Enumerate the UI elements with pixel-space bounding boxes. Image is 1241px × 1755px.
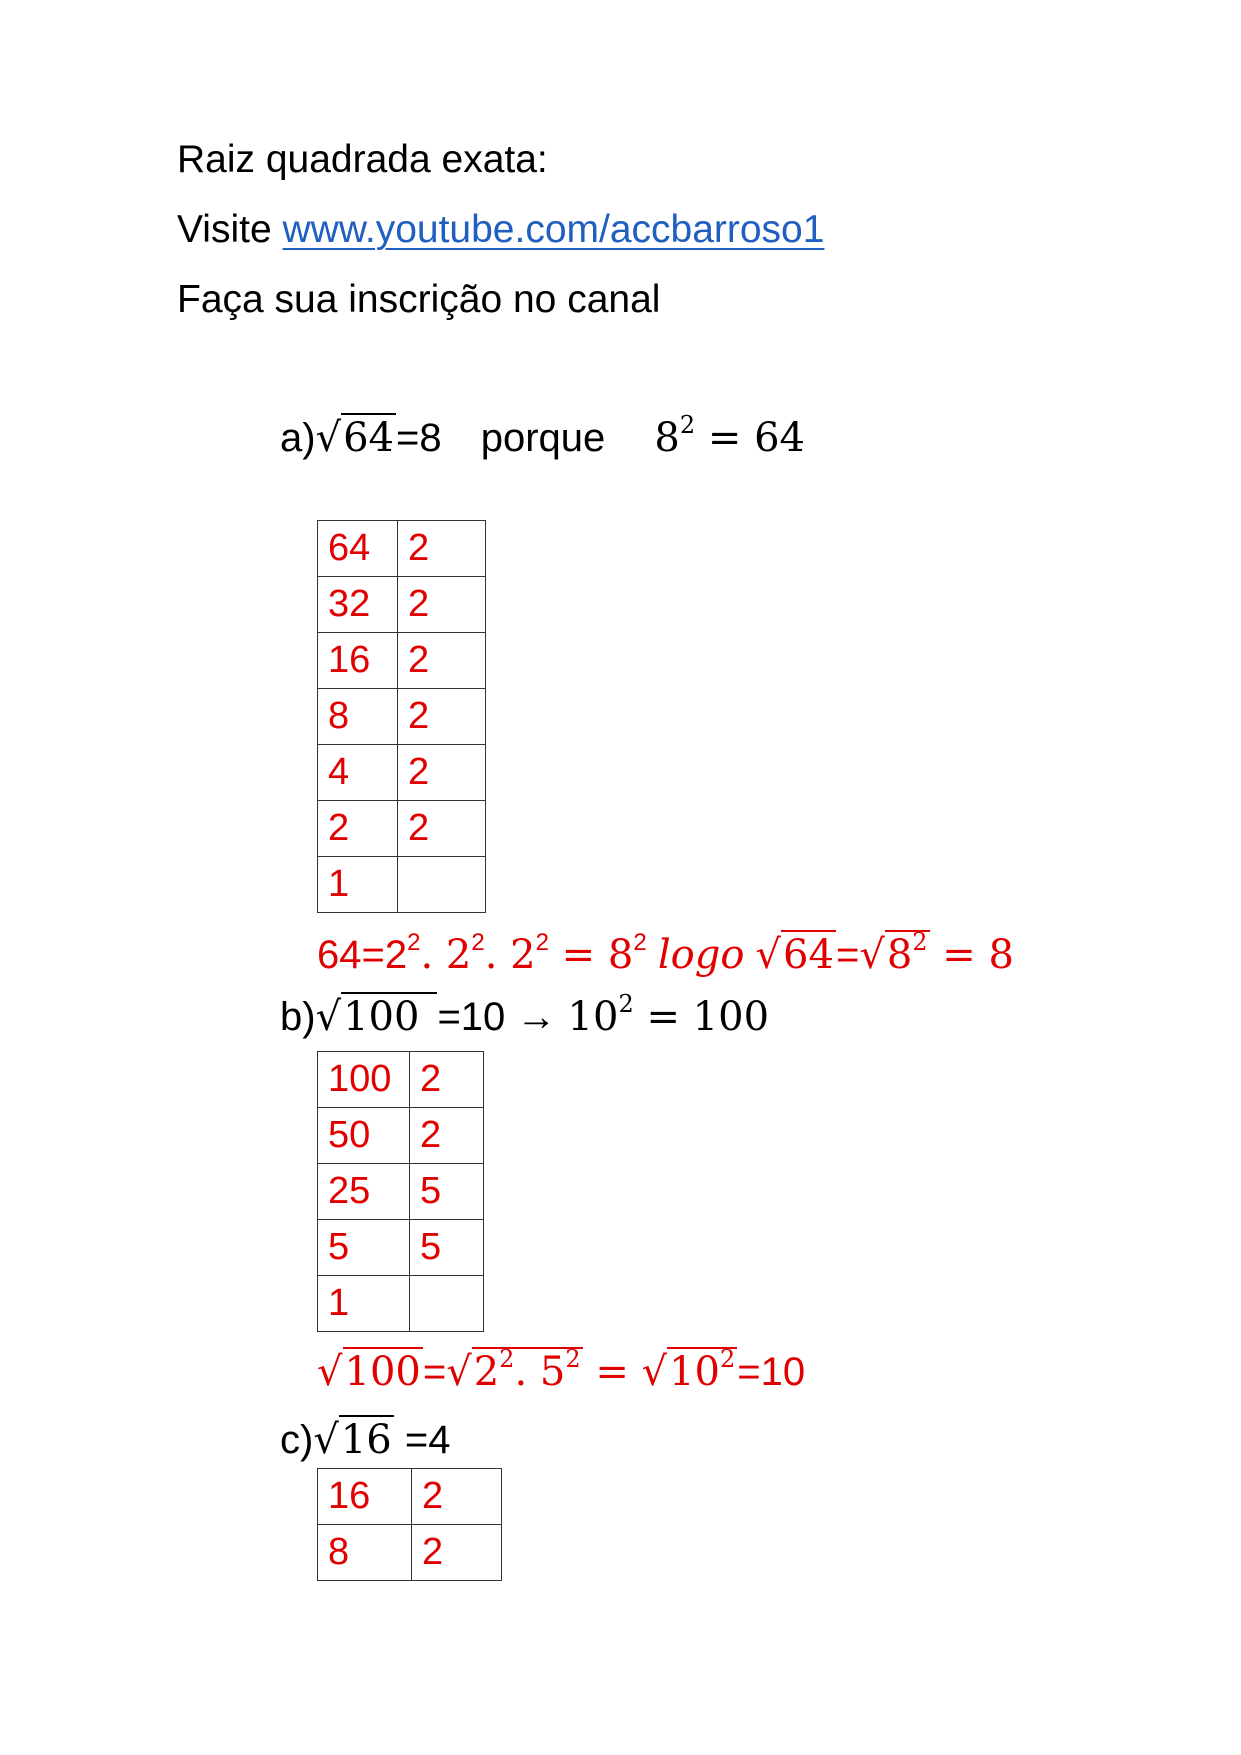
problem-a-result: =8 [395, 416, 442, 460]
conclusion-b-sqrt3: $√10^2$ [641, 1345, 736, 1395]
table-row [318, 1052, 484, 1108]
conclusion-a-eq: = 8 [548, 932, 634, 978]
divisor-cell: 2 [398, 801, 486, 857]
divisor-cell: 2 [398, 633, 486, 689]
conclusion-a-exp1: 2 [407, 929, 421, 956]
conclusion-b-sqrt1: √100 [317, 1349, 421, 1395]
check-b-rhs: = 100 [646, 994, 770, 1040]
problem-a-label: a) [280, 416, 316, 460]
divisor-cell: 2 [412, 1469, 502, 1525]
sqrt-64: √64 [315, 415, 394, 461]
conclusion-b-rad2-dot: . 5 [514, 1349, 566, 1395]
conclusion-a-sqrt1: √64 [755, 932, 834, 978]
problem-c-statement [280, 1417, 451, 1463]
conclusion-a-rad2-exp: 2 [912, 928, 928, 956]
radicand-64: 64 [343, 415, 394, 461]
problem-a-statement [280, 411, 805, 461]
factor-table-b [317, 1051, 484, 1332]
dividend-cell: 100 [318, 1052, 410, 1108]
conclusion-a-rad2-base: 8 [886, 932, 913, 978]
conclusion-b-eq2: = [582, 1349, 642, 1395]
divisor-cell: 2 [398, 745, 486, 801]
table-row [318, 633, 486, 689]
problem-a-reason: porque [480, 416, 606, 460]
factor-table-c [317, 1468, 502, 1581]
dividend-cell: 1 [318, 1276, 410, 1332]
arrow-icon: → [516, 995, 557, 1039]
problem-b-result: =10 [437, 995, 506, 1039]
conclusion-b-sqrt2: $√2^2$. $5^2$ [446, 1345, 581, 1395]
check-a-rhs: = 64 [707, 415, 805, 461]
factor-table-a [317, 520, 486, 913]
dividend-cell: 5 [318, 1220, 410, 1276]
conclusion-a-dot1: . 2 [420, 932, 472, 978]
dividend-cell: 25 [318, 1164, 410, 1220]
dividend-cell: 8 [318, 1525, 412, 1581]
problem-b-check [567, 990, 770, 1040]
youtube-link[interactable]: www.youtube.com/accbarroso1 [282, 208, 825, 251]
table-row [318, 521, 486, 577]
conclusion-a-exp2: 2 [471, 929, 485, 956]
conclusion-a-dot2: . 2 [484, 932, 536, 978]
divisor-cell [410, 1276, 484, 1332]
table-row [318, 1276, 484, 1332]
problem-b-label: b) [280, 995, 316, 1039]
table-row [318, 1469, 502, 1525]
conclusion-b-exp1: 2 [499, 1345, 515, 1373]
problem-b-statement [280, 990, 770, 1040]
problem-b-conclusion [317, 1345, 806, 1395]
visit-label: Visite [177, 208, 272, 251]
divisor-cell: 2 [398, 577, 486, 633]
problem-a-conclusion [317, 928, 1014, 978]
divisor-cell [398, 857, 486, 913]
check-a-exp: 2 [679, 411, 696, 439]
dividend-cell: 1 [318, 857, 398, 913]
table-row [318, 857, 486, 913]
conclusion-b-exp2: 2 [565, 1345, 581, 1373]
problem-c-result: =4 [404, 1418, 451, 1462]
conclusion-a-exp4: 2 [633, 929, 647, 956]
visit-line [177, 210, 824, 249]
conclusion-a-rad1: 64 [783, 932, 834, 978]
conclusion-b-rad2-a: 2 [473, 1349, 500, 1395]
table-row [318, 1525, 502, 1581]
dividend-cell: 64 [318, 521, 398, 577]
subscribe-line: Faça sua inscrição no canal [177, 278, 661, 321]
conclusion-b-final: =10 [737, 1350, 806, 1394]
check-b-base: 10 [567, 994, 619, 1040]
divisor-cell: 2 [412, 1525, 502, 1581]
conclusion-a-final: = 8 [929, 932, 1014, 978]
conclusion-b-rad3-base: 10 [669, 1349, 720, 1395]
divisor-cell: 5 [410, 1220, 484, 1276]
dividend-cell: 2 [318, 801, 398, 857]
table-row [318, 745, 486, 801]
sqrt-16: √16 [313, 1417, 392, 1463]
dividend-cell: 16 [318, 1469, 412, 1525]
sqrt-100: √100 [316, 997, 438, 1037]
table-row [318, 689, 486, 745]
conclusion-a-exp3: 2 [535, 929, 549, 956]
divisor-cell: 2 [398, 521, 486, 577]
table-row [318, 801, 486, 857]
divisor-cell: 2 [398, 689, 486, 745]
check-a-base: 8 [654, 415, 680, 461]
problem-c-label: c) [280, 1418, 314, 1462]
table-row [318, 1108, 484, 1164]
dividend-cell: 16 [318, 633, 398, 689]
divisor-cell: 2 [410, 1108, 484, 1164]
divisor-cell: 5 [410, 1164, 484, 1220]
divisor-cell: 2 [410, 1052, 484, 1108]
dividend-cell: 32 [318, 577, 398, 633]
dividend-cell: 4 [318, 745, 398, 801]
table-row [318, 1220, 484, 1276]
table-row [318, 577, 486, 633]
dividend-cell: 50 [318, 1108, 410, 1164]
conclusion-a-sqrt2: $√8^2$ [859, 928, 928, 978]
document-title: Raiz quadrada exata: [177, 138, 548, 181]
radicand-100: 100 [341, 992, 437, 1040]
check-b-exp: 2 [618, 990, 634, 1018]
table-row [318, 1164, 484, 1220]
dividend-cell: 8 [318, 689, 398, 745]
radicand-16: 16 [340, 1417, 392, 1463]
conclusion-b-exp3: 2 [719, 1345, 736, 1373]
problem-a-check [654, 411, 805, 461]
conclusion-a-prefix: 64=2 [317, 933, 408, 977]
conclusion-b-rad1: 100 [344, 1349, 421, 1395]
conclusion-b-eq1: = [422, 1350, 447, 1394]
conclusion-a-eq2: = [835, 933, 860, 977]
conclusion-a-logo: logo [657, 932, 745, 978]
